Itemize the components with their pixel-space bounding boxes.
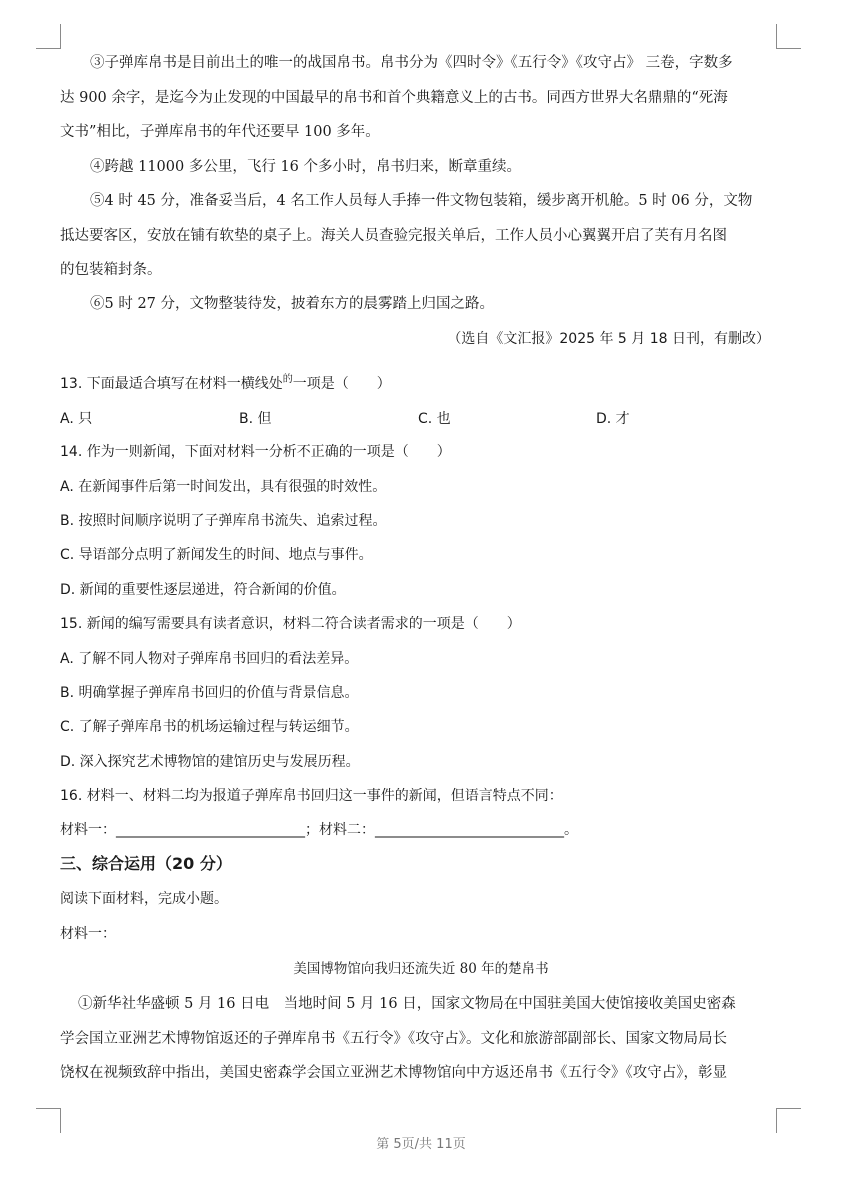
paragraph-4-line-1: ④跨越 11000 多公里，飞行 16 个多小时，帛书归来，断章重续。 <box>90 159 522 175</box>
question-15-option-b: B. 明确掌握子弹库帛书回归的价值与背景信息。 <box>60 685 359 701</box>
question-13-option-a: A. 只 <box>60 411 93 427</box>
paragraph-3-line-2: 达 900 余字，是迄今为止发现的中国最早的帛书和首个典籍意义上的古书。同西方世界大名鼎鼎的“死海 <box>60 90 728 106</box>
crop-mark-top-left <box>36 24 61 49</box>
source-citation: （选自《文汇报》2025 年 5 月 18 日刊，有删改） <box>447 331 770 347</box>
section-3-instruction: 阅读下面材料，完成小题。 <box>60 891 228 907</box>
crop-mark-bottom-left <box>36 1108 61 1133</box>
news-paragraph-1-line-3: 饶权在视频致辞中指出，美国史密森学会国立亚洲艺术博物馆向中方返还帛书《五行令》《攻守占》，彰显 <box>60 1065 727 1081</box>
crop-mark-top-right <box>776 24 801 49</box>
paragraph-5-line-1: ⑤4 时 45 分，准备妥当后，4 名工作人员每人手捧一件文物包装箱，缓步离开机舱。5 时 06 分，文物 <box>90 193 753 209</box>
paragraph-5-line-3: 的包装箱封条。 <box>60 262 162 278</box>
news-paragraph-1-line-1: ①新华社华盛顿 5 月 16 日电 当地时间 5 月 16 日，国家文物局在中国驻美国大使馆接收美国史密森 <box>78 996 736 1012</box>
paragraph-3-line-3: 文书”相比，子弹库帛书的年代还要早 100 多年。 <box>60 124 380 140</box>
question-14-option-a: A. 在新闻事件后第一时间发出，具有很强的时效性。 <box>60 479 387 495</box>
question-15-option-d: D. 深入探究艺术博物馆的建馆历史与发展历程。 <box>60 754 360 770</box>
news-title: 美国博物馆向我归还流失近 80 年的楚帛书 <box>293 961 549 977</box>
paragraph-5-line-2: 抵达要客区，安放在铺有软垫的桌子上。海关人员查验完报关单后，工作人员小心翼翼开启了芙有月名图 <box>60 228 727 244</box>
question-14-option-b: B. 按照时间顺序说明了子弹库帛书流失、追索过程。 <box>60 513 387 529</box>
crop-mark-bottom-right <box>776 1108 801 1133</box>
question-13-option-d: D. 才 <box>596 411 630 427</box>
page-number-footer: 第 5页/共 11页 <box>376 1137 466 1152</box>
question-15-option-c: C. 了解子弹库帛书的机场运输过程与转运细节。 <box>60 719 359 735</box>
material-1-label: 材料一： <box>60 926 116 942</box>
paragraph-3-line-1: ③子弹库帛书是目前出土的唯一的战国帛书。帛书分为《四时令》《五行令》《攻守占》 三卷，字数多 <box>90 55 733 71</box>
question-14-stem: 14. 作为一则新闻，下面对材料一分析不正确的一项是（ ） <box>60 444 451 460</box>
question-14-option-c: C. 导语部分点明了新闻发生的时间、地点与事件。 <box>60 547 373 563</box>
question-16-answer-blanks: 材料一：___________________________；材料二：___________________________。 <box>60 822 578 838</box>
question-13-superscript: 的 <box>282 374 293 385</box>
question-14-option-d: D. 新闻的重要性逐层递进，符合新闻的价值。 <box>60 582 346 598</box>
question-16-stem: 16. 材料一、材料二均为报道子弹库帛书回归这一事件的新闻，但语言特点不同： <box>60 788 563 804</box>
question-13-option-c: C. 也 <box>418 411 451 427</box>
section-3-title: 三、综合运用（20 分） <box>60 854 232 873</box>
question-13-stem <box>60 370 782 394</box>
question-13-stem-end: 一项是（ ） <box>292 376 391 392</box>
question-13-option-b: B. 但 <box>239 411 272 427</box>
paragraph-6-line-1: ⑥5 时 27 分，文物整装待发，披着东方的晨雾踏上归国之路。 <box>90 296 495 312</box>
news-paragraph-1-line-2: 学会国立亚洲艺术博物馆返还的子弹库帛书《五行令》《攻守占》。文化和旅游部副部长、国家文物局局长 <box>60 1031 727 1047</box>
question-15-stem: 15. 新闻的编写需要具有读者意识，材料二符合读者需求的一项是（ ） <box>60 616 521 632</box>
question-13-stem-text: 13. 下面最适合填写在材料一横线处 <box>60 376 283 392</box>
question-15-option-a: A. 了解不同人物对子弹库帛书回归的看法差异。 <box>60 651 359 667</box>
